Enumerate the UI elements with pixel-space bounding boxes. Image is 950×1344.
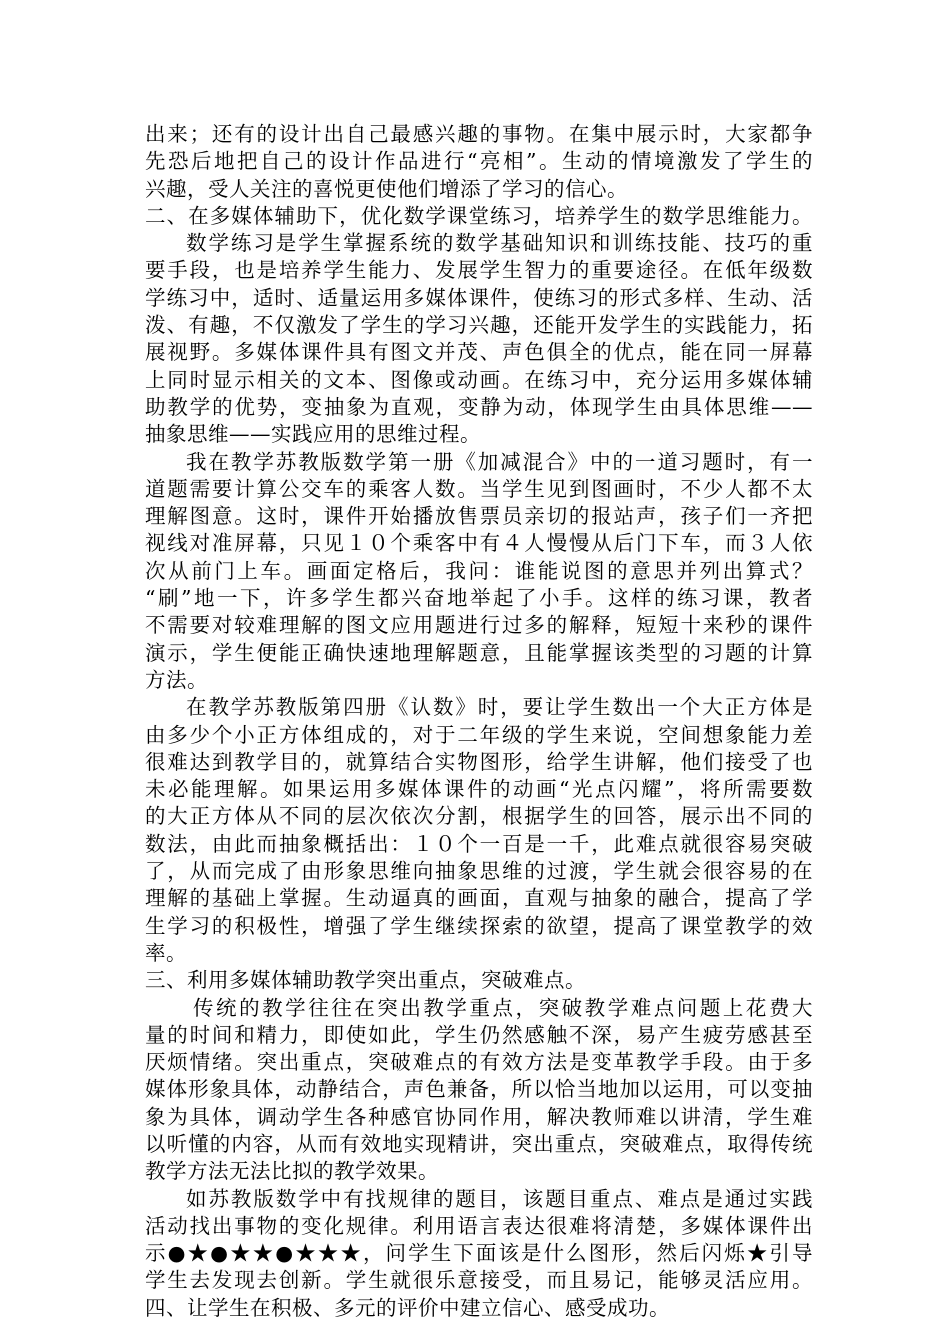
text-line: 视线对准屏幕，只见１０个乘客中有４人慢慢从后门下车，而３人依 bbox=[145, 531, 813, 556]
text-line: 要手段，也是培养学生能力、发展学生智力的重要途径。在低年级数 bbox=[145, 258, 813, 283]
text-line: 四、让学生在积极、多元的评价中建立信心、感受成功。 bbox=[145, 1295, 670, 1320]
text-line: 厌烦情绪。突出重点，突破难点的有效方法是变革教学手段。由于多 bbox=[145, 1050, 813, 1075]
document-page bbox=[145, 121, 813, 1322]
text-line: 媒体形象具体，动静结合，声色兼备，所以恰当地加以运用，可以变抽 bbox=[145, 1077, 813, 1102]
text-line: 很难达到教学目的，就算结合实物图形，给学生讲解，他们接受了也 bbox=[145, 749, 813, 774]
text-line: 以听懂的内容，从而有效地实现精讲，突出重点，突破难点，取得传统 bbox=[145, 1131, 813, 1156]
text-line: 传统的教学往往在突出教学重点，突破教学难点问题上花费大 bbox=[193, 995, 813, 1020]
text-line: 率。 bbox=[145, 940, 187, 965]
text-line: 数学练习是学生掌握系统的数学基础知识和训练技能、技巧的重 bbox=[186, 231, 813, 256]
text-line: 教学方法无法比拟的教学效果。 bbox=[145, 1159, 439, 1184]
text-line: 由多少个小正方体组成的，对于二年级的学生来说，空间想象能力差 bbox=[145, 722, 813, 747]
text-line: 理解的基础上掌握。生动逼真的画面，直观与抽象的融合，提高了学 bbox=[145, 886, 813, 911]
text-line: 的大正方体从不同的层次依次分割，根据学生的回答，展示出不同的 bbox=[145, 804, 813, 829]
text-line: 出来；还有的设计出自己最感兴趣的事物。在集中展示时，大家都争 bbox=[145, 122, 813, 146]
text-line: 上同时显示相关的文本、图像或动画。在练习中，充分运用多媒体辅 bbox=[145, 367, 813, 392]
text-line: 泼、有趣，不仅激发了学生的学习兴趣，还能开发学生的实践能力，拓 bbox=[145, 313, 813, 338]
text-line: 次从前门上车。画面定格后，我问：谁能说图的意思并列出算式？ bbox=[145, 558, 813, 583]
text-line: 生学习的积极性，增强了学生继续探索的欲望，提高了课堂教学的效 bbox=[145, 913, 813, 938]
text-line: 数法，由此而抽象概括出：１０个一百是一千，此难点就很容易突破 bbox=[145, 831, 813, 856]
text-line: 在教学苏教版第四册《认数》时，要让学生数出一个大正方体是 bbox=[186, 695, 813, 720]
text-line: 象为具体，调动学生各种感官协同作用，解决教师难以讲清，学生难 bbox=[145, 1104, 813, 1129]
text-line: 活动找出事物的变化规律。利用语言表达很难将清楚，多媒体课件出 bbox=[145, 1213, 813, 1238]
text-line: 量的时间和精力，即使如此，学生仍然感触不深，易产生疲劳感甚至 bbox=[145, 1022, 813, 1047]
text-line: 抽象思维——实践应用的思维过程。 bbox=[145, 422, 481, 447]
text-line: 三、利用多媒体辅助教学突出重点，突破难点。 bbox=[145, 968, 586, 993]
text-line: 理解图意。这时，课件开始播放售票员亲切的报站声，孩子们一齐把 bbox=[145, 504, 813, 529]
text-line: 演示，学生便能正确快速地理解题意，且能掌握该类型的习题的计算 bbox=[145, 640, 813, 665]
text-line: 方法。 bbox=[145, 667, 208, 692]
text-line: 先恐后地把自己的设计作品进行“亮相”。生动的情境激发了学生的 bbox=[145, 149, 813, 174]
text-line: 不需要对较难理解的图文应用题进行过多的解释，短短十来秒的课件 bbox=[145, 613, 813, 638]
text-line: 助教学的优势，变抽象为直观，变静为动，体现学生由具体思维—— bbox=[145, 394, 813, 419]
text-line: 学练习中，适时、适量运用多媒体课件，使练习的形式多样、生动、活 bbox=[145, 285, 813, 310]
text-line: 示●★●★★●★★★，问学生下面该是什么图形，然后闪烁★引导 bbox=[145, 1241, 813, 1266]
text-line: 二、在多媒体辅助下，优化数学课堂练习，培养学生的数学思维能力。 bbox=[145, 203, 813, 228]
text-line: “刷”地一下，许多学生都兴奋地举起了小手。这样的练习课，教者 bbox=[145, 586, 813, 611]
text-line: 学生去发现去创新。学生就很乐意接受，而且易记，能够灵活应用。 bbox=[145, 1268, 813, 1293]
text-line: 未必能理解。如果运用多媒体课件的动画“光点闪耀”，将所需要数 bbox=[145, 777, 813, 802]
text-line: 我在教学苏教版数学第一册《加减混合》中的一道习题时，有一 bbox=[186, 449, 813, 474]
text-line: 道题需要计算公交车的乘客人数。当学生见到图画时，不少人都不太 bbox=[145, 476, 813, 501]
text-line: 兴趣，受人关注的喜悦更使他们增添了学习的信心。 bbox=[145, 176, 628, 201]
text-line: 展视野。多媒体课件具有图文并茂、声色俱全的优点，能在同一屏幕 bbox=[145, 340, 813, 365]
text-line: 了，从而完成了由形象思维向抽象思维的过渡，学生就会很容易的在 bbox=[145, 859, 813, 884]
text-line: 如苏教版数学中有找规律的题目，该题目重点、难点是通过实践 bbox=[186, 1186, 813, 1211]
